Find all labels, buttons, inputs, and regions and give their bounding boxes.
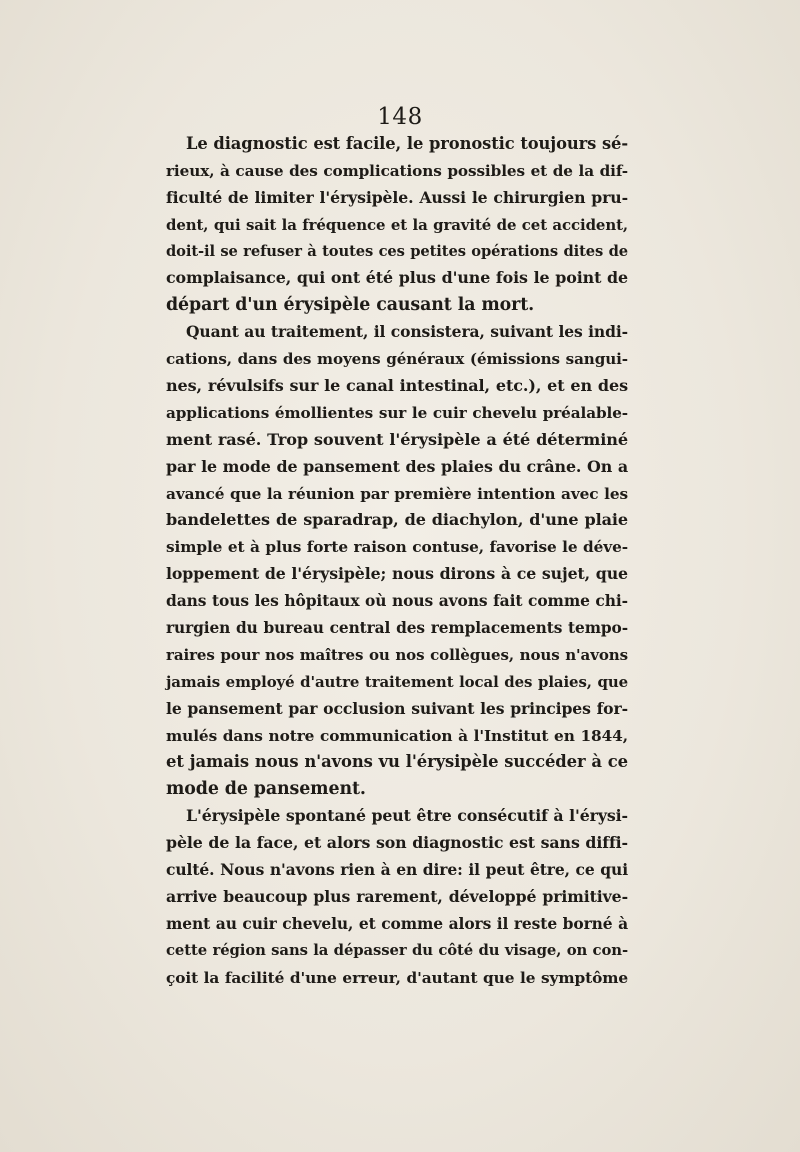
text-line: ment rasé. Trop souvent l'érysipèle a été déterminé [166, 429, 628, 449]
text-line: applications émollientes sur le cuir chevelu préalable- [166, 403, 628, 422]
text-line: nes, révulsifs sur le canal intestinal, etc.), et en des [166, 376, 628, 396]
body-text [166, 131, 628, 992]
text-line: par le mode de pansement des plaies du crâne. On a [166, 456, 628, 476]
text-line: mulés dans notre communication à l'Institut en 1844, [166, 726, 628, 745]
text-line: mode de pansement. [166, 779, 366, 800]
text-line: Le diagnostic est facile, le pronostic toujours sé- [186, 134, 628, 153]
text-line: pèle de la face, et alors son diagnostic est sans diffi- [166, 833, 628, 853]
text-line: bandelettes de sparadrap, de diachylon, d'une plaie [166, 510, 628, 530]
text-line: jamais employé d'autre traitement local des plaies, que [166, 672, 628, 691]
text-line: raires pour nos maîtres ou nos collègues, nous n'avons [166, 645, 628, 664]
text-line: avancé que la réunion par première intention avec les [166, 484, 628, 503]
text-line: Quant au traitement, il consistera, suivant les indi- [186, 322, 628, 342]
text-line: complaisance, qui ont été plus d'une fois le point de [166, 268, 628, 288]
text-line: cette région sans la dépasser du côté du visage, on con- [166, 941, 628, 959]
text-line: L'érysipèle spontané peut être consécutif à l'érysi- [186, 806, 628, 826]
text-line: dent, qui sait la fréquence et la gravité de cet accident, [166, 215, 628, 234]
text-line: loppement de l'érysipèle; nous dirons à ce sujet, que [166, 564, 628, 584]
page-number: 148 [377, 104, 423, 130]
text-line: cations, dans des moyens généraux (émissions sangui- [166, 350, 628, 369]
text-line: le pansement par occlusion suivant les principes for- [166, 698, 628, 718]
text-line: départ d'un érysipèle causant la mort. [166, 295, 535, 316]
text-line: doit-il se refuser à toutes ces petites opérations dites de [166, 242, 628, 260]
text-line: rurgien du bureau central des remplacements tempo- [166, 619, 628, 638]
text-line: ficulté de limiter l'érysipèle. Aussi le chirurgien pru- [166, 187, 628, 207]
text-line: çoit la facilité d'une erreur, d'autant que le symptôme [166, 968, 628, 987]
text-line: rieux, à cause des complications possibles et de la dif- [166, 161, 628, 180]
text-line: dans tous les hôpitaux où nous avons fait comme chi- [166, 591, 628, 611]
text-line: arrive beaucoup plus rarement, développé primitive- [166, 886, 628, 906]
text-line: simple et à plus forte raison contuse, favorise le déve- [166, 538, 628, 557]
text-line: culté. Nous n'avons rien à en dire: il peut être, ce qui [166, 860, 628, 880]
text-line: et jamais nous n'avons vu l'érysipèle succéder à ce [166, 752, 628, 772]
text-line: ment au cuir chevelu, et comme alors il reste borné à [166, 913, 628, 933]
